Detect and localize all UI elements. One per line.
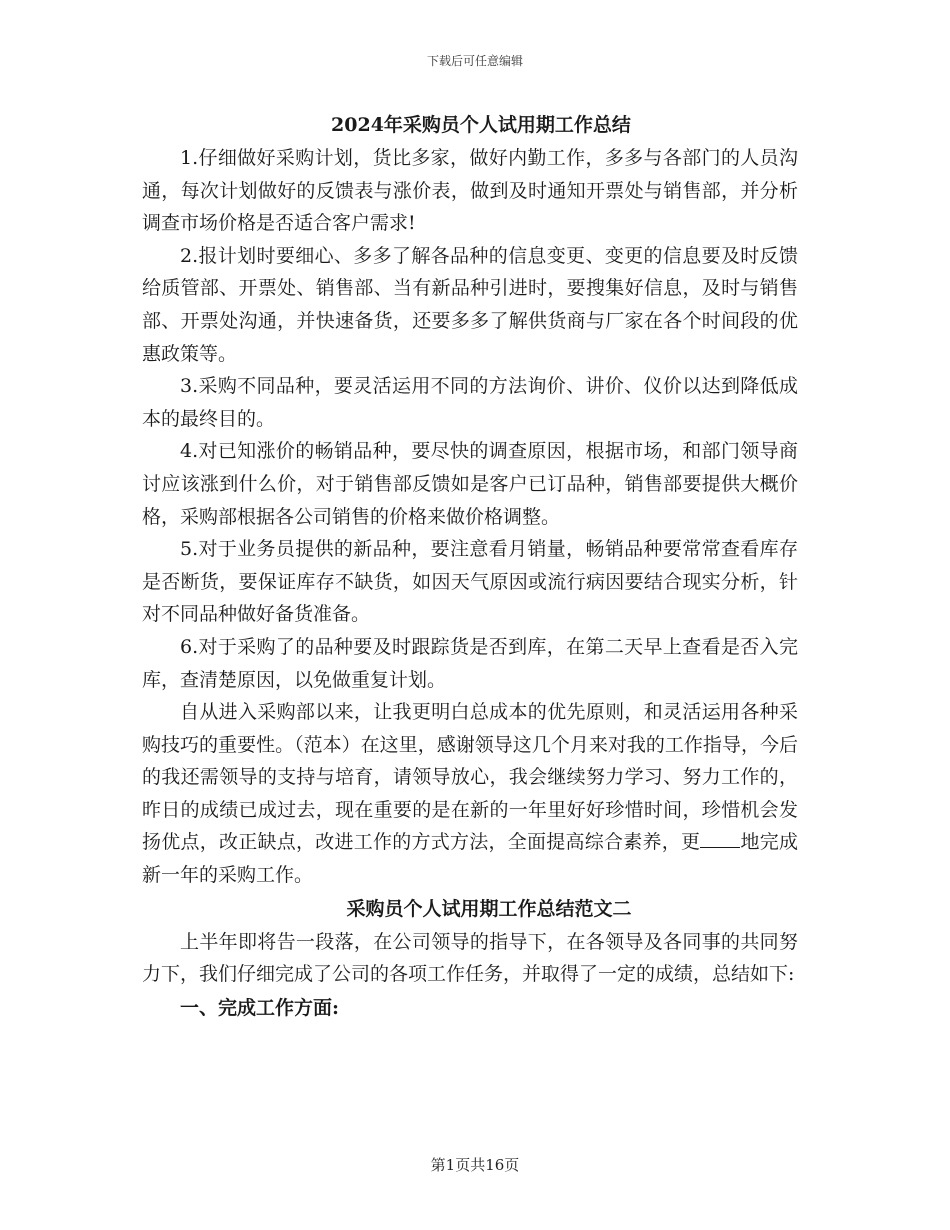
intro-paragraph: 上半年即将告一段落，在公司领导的指导下，在各领导及各同事的共同努力下，我们仔细完成了公司的各项工作任务，并取得了一定的成绩，总结如下: (142, 930, 798, 986)
paragraph-5: 5.对于业务员提供的新品种，要注意看月销量，畅销品种要常常查看库存是否断货，要保证库存不缺货，如因天气原因或流行病因要结合现实分析，针对不同品种做好备货准备。 (142, 538, 798, 626)
document-title: 2024年采购员个人试用期工作总结 (331, 114, 631, 136)
closing-paragraph (142, 696, 798, 892)
section-heading: 一、完成工作方面: (180, 996, 340, 1019)
fill-in-blank (700, 829, 740, 848)
closing-text-part1: 自从进入采购部以来，让我更明白总成本的优先原则，和灵活运用各种采购技巧的重要性。（范本）在这里，感谢领导这几个月来对我的工作指导，今后的我还需领导的支持与培育，请领导放心，我会继续努力学习、努力工作的，昨日的成绩已成过去，现在重要的是在新的一年里好好珍惜时间，珍惜机会发扬优点，改正缺点，改进工作的方式方法，全面提高综合素养，更 (142, 701, 798, 854)
section-title: 采购员个人试用期工作总结范文二 (346, 897, 632, 920)
paragraph-6: 6.对于采购了的品种要及时跟踪货是否到库，在第二天早上查看是否入完库，查清楚原因，以免做重复计划。 (142, 635, 798, 691)
paragraph-4: 4.对已知涨价的畅销品种，要尽快的调查原因，根据市场，和部门领导商讨应该涨到什么价，对于销售部反馈如是客户已订品种，销售部要提供大概价格，采购部根据各公司销售的价格来做价格调整。 (142, 440, 798, 528)
paragraph-1: 1.仔细做好采购计划，货比多家，做好内勤工作，多多与各部门的人员沟通，每次计划做好的反馈表与涨价表，做到及时通知开票处与销售部，并分析调查市场价格是否适合客户需求! (142, 147, 798, 235)
document-body (142, 108, 798, 1025)
paragraph-3: 3.采购不同品种，要灵活运用不同的方法询价、讲价、仪价以达到降低成本的最终目的。 (142, 375, 798, 430)
page-number: 第1页共16页 (430, 1156, 520, 1174)
page-header: 下载后可任意编辑 (426, 54, 523, 68)
closing-text-part2: 地完成新一年的采购工作。 (142, 831, 798, 887)
paragraph-2: 2.报计划时要细心、多多了解各品种的信息变更、变更的信息要及时反馈给质管部、开票处、销售部、当有新品种引进时，要搜集好信息，及时与销售部、开票处沟通，并快速备货，还要多多了解供货商与厂家在各个时间段的优惠政策等。 (142, 244, 798, 365)
